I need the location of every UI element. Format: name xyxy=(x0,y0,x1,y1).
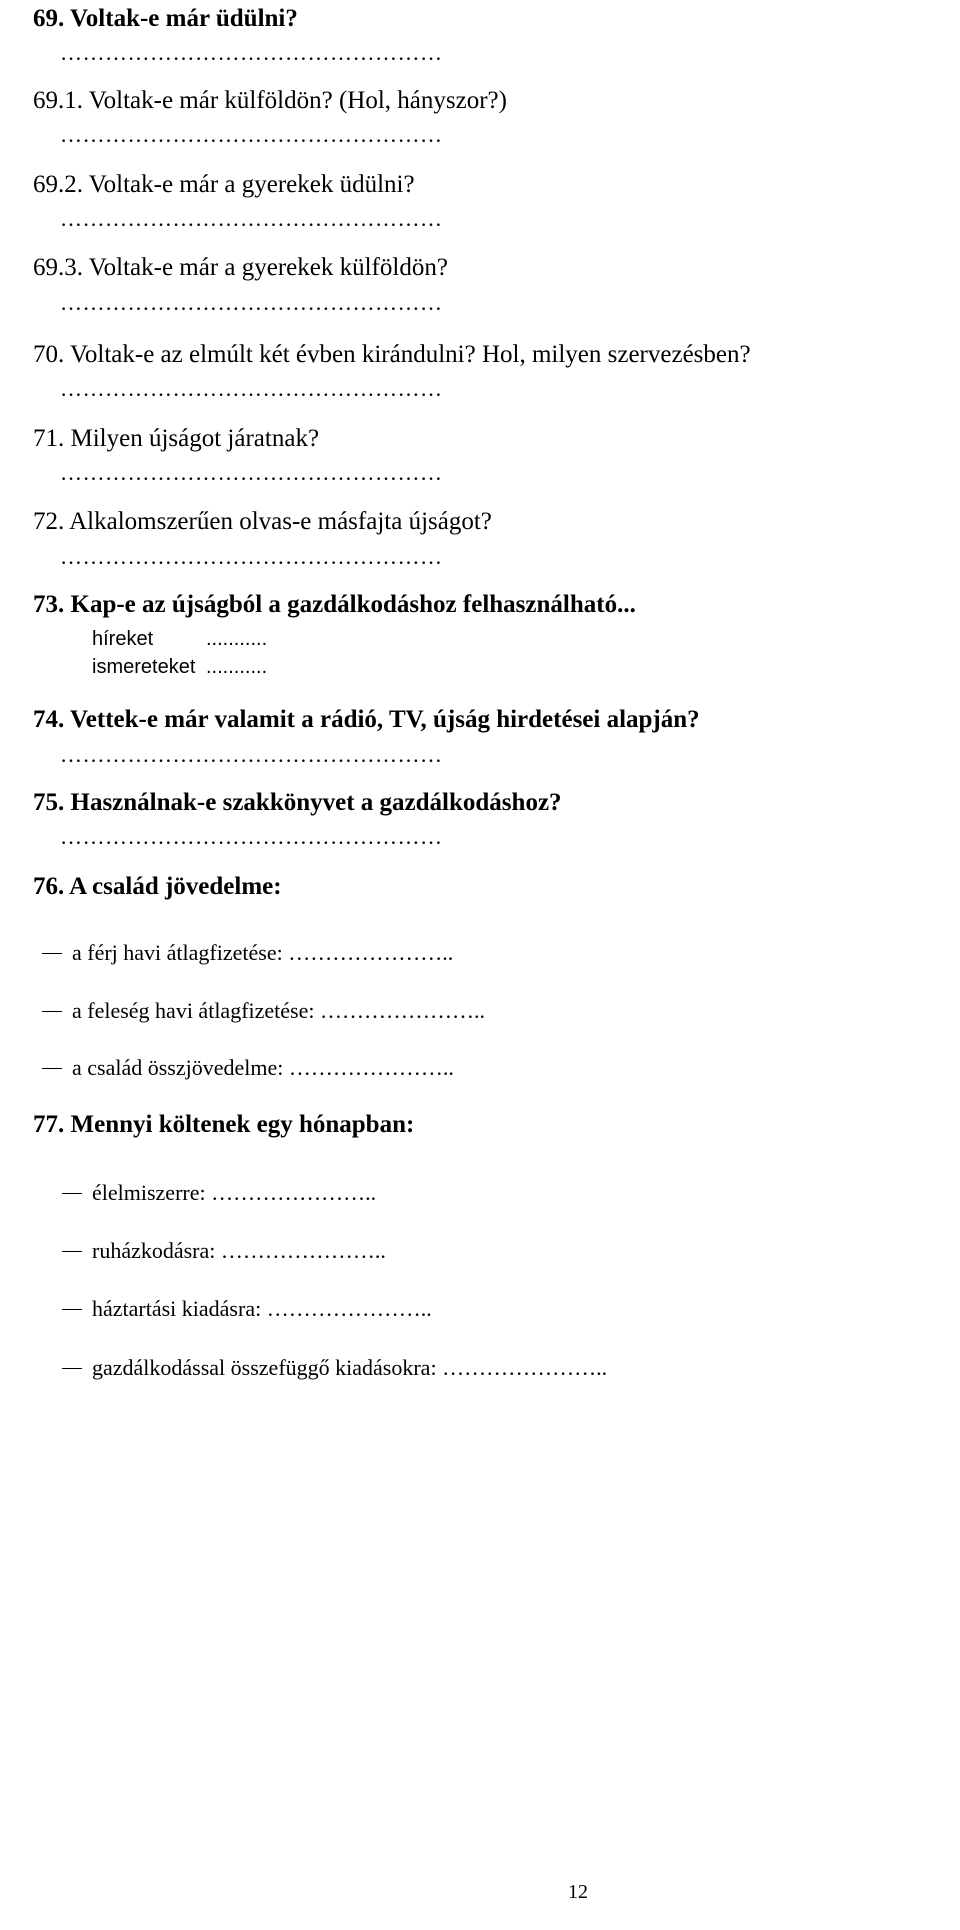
answer-line-71: …………………………………………… xyxy=(60,460,443,485)
expense-label-ruhazkodas: ruházkodásra: xyxy=(92,1238,216,1263)
question-74: 74. Vettek-e már valamit a rádió, TV, újság hirdetései alapján? xyxy=(33,706,700,733)
expense-blank-ruhazkodas: ………………….. xyxy=(220,1238,386,1263)
dash-marker xyxy=(42,953,62,954)
question-70: 70. Voltak-e az elmúlt két évben kirándulni? Hol, milyen szervezésben? xyxy=(33,341,751,368)
dash-marker xyxy=(62,1309,82,1310)
question-72: 72. Alkalomszerűen olvas-e másfajta újságot? xyxy=(33,508,492,535)
answer-line-70: …………………………………………… xyxy=(60,376,443,401)
answer-line-69-2: …………………………………………… xyxy=(60,206,443,231)
question-75: 75. Használnak-e szakkönyvet a gazdálkodáshoz? xyxy=(33,789,562,816)
answer-line-69: …………………………………………… xyxy=(60,40,443,65)
income-label-osszes: a család összjövedelme: xyxy=(72,1055,284,1080)
dash-marker xyxy=(62,1368,82,1369)
question-71: 71. Milyen újságot járatnak? xyxy=(33,425,320,452)
dash-marker xyxy=(42,1011,62,1012)
expense-item-gazdalkodas xyxy=(62,1355,607,1381)
dash-marker xyxy=(42,1068,62,1069)
expense-blank-gazdalkodas: ………………….. xyxy=(442,1355,608,1380)
answer-line-74: …………………………………………… xyxy=(60,742,443,767)
expense-blank-elelmiszer: ………………….. xyxy=(211,1180,377,1205)
dash-marker xyxy=(62,1251,82,1252)
option-hireket-blank: ........... xyxy=(206,628,268,650)
income-label-feleseg: a feleség havi átlagfizetése: xyxy=(72,998,315,1023)
expense-label-gazdalkodas: gazdálkodással összefüggő kiadásokra: xyxy=(92,1355,437,1380)
expense-item-haztartas xyxy=(62,1296,432,1322)
option-ismereteket-blank: ........... xyxy=(206,656,268,678)
income-blank-feleseg: ………………….. xyxy=(319,998,485,1023)
question-76: 76. A család jövedelme: xyxy=(33,873,282,900)
expense-item-ruhazkodas xyxy=(62,1238,386,1264)
income-item-ferj xyxy=(42,940,453,966)
question-69-3: 69.3. Voltak-e már a gyerekek külföldön? xyxy=(33,254,448,281)
income-blank-ferj: ………………….. xyxy=(288,940,454,965)
dash-marker xyxy=(62,1193,82,1194)
question-69-2: 69.2. Voltak-e már a gyerekek üdülni? xyxy=(33,171,415,198)
income-blank-osszes: ………………….. xyxy=(288,1055,454,1080)
question-77: 77. Mennyi költenek egy hónapban: xyxy=(33,1111,415,1138)
question-69-1: 69.1. Voltak-e már külföldön? (Hol, hányszor?) xyxy=(33,87,507,114)
income-item-feleseg xyxy=(42,998,485,1024)
option-hireket: híreket xyxy=(92,628,154,650)
question-69: 69. Voltak-e már üdülni? xyxy=(33,5,298,32)
answer-line-75: …………………………………………… xyxy=(60,824,443,849)
answer-line-69-3: …………………………………………… xyxy=(60,290,443,315)
income-item-osszes xyxy=(42,1055,454,1081)
expense-label-elelmiszer: élelmiszerre: xyxy=(92,1180,206,1205)
answer-line-69-1: …………………………………………… xyxy=(60,122,443,147)
option-ismereteket: ismereteket xyxy=(92,656,196,678)
question-73: 73. Kap-e az újságból a gazdálkodáshoz felhasználható... xyxy=(33,591,636,618)
expense-label-haztartas: háztartási kiadásra: xyxy=(92,1296,262,1321)
page-number: 12 xyxy=(568,1881,588,1903)
answer-line-72: …………………………………………… xyxy=(60,544,443,569)
expense-item-elelmiszer xyxy=(62,1180,376,1206)
income-label-ferj: a férj havi átlagfizetése: xyxy=(72,940,283,965)
expense-blank-haztartas: ………………….. xyxy=(266,1296,432,1321)
